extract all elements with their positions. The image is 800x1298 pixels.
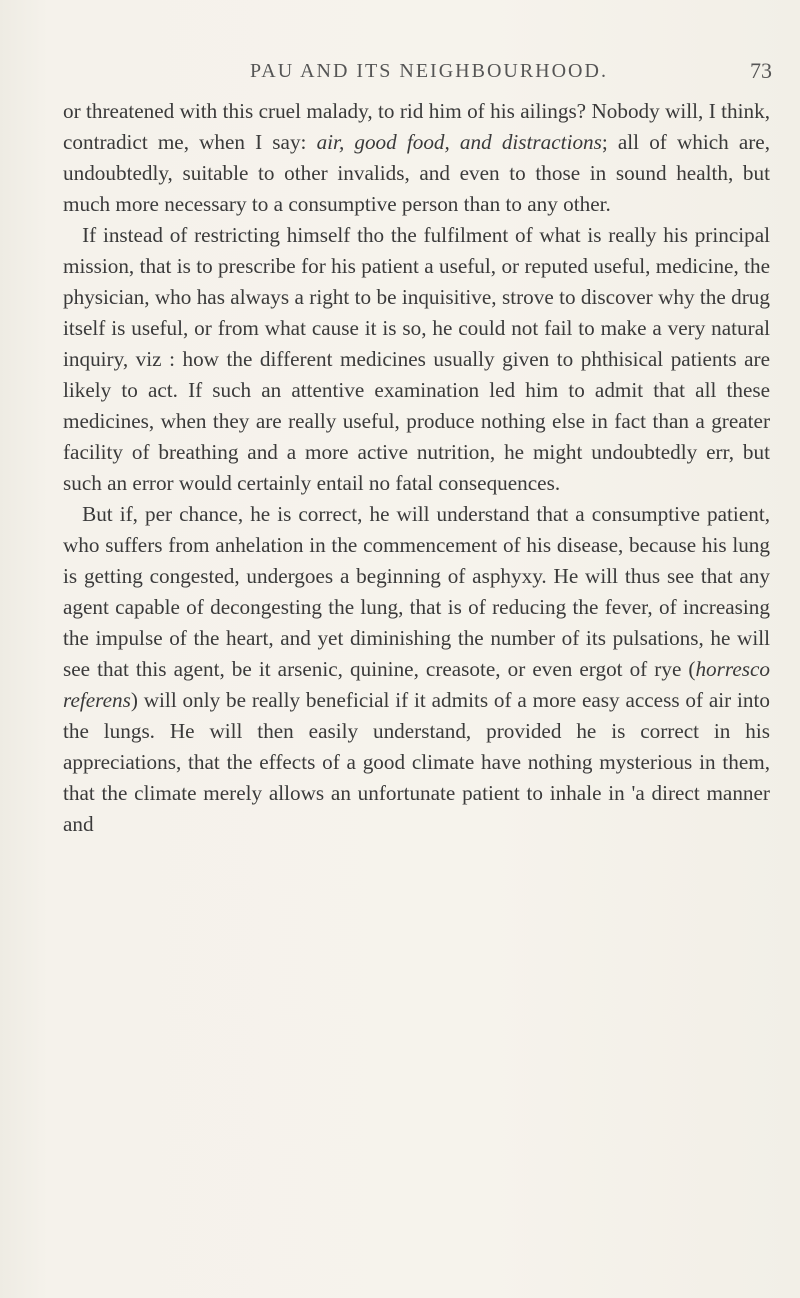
- paragraph-1-text: or threatened with this cruel malady, to rid him of his ailings? Nobody will, I think, contradict me, when I say:: [63, 99, 770, 154]
- paragraph-2-text: If instead of restricting himself tho the fulfilment of what is really his principal mission, that is to prescribe for his patient a useful, or reputed useful, medicine, the physician, who has always a right to be inquisitive, strove to discover why the drug itself is useful, or from what cause it is so, he could not fail to make a very natural inquiry, viz : how the different medicines usually given to phthisical patients are likely to act. If such an attentive examination led him to admit that all these medicines, when they are really useful, produce nothing else in fact than a greater facility of breathing and a more active nutrition, he might undoubtedly err, but such an error would certainly entail no fatal consequences.: [63, 223, 770, 495]
- paragraph-3-italic: horresco referens: [63, 657, 770, 712]
- paragraph-2: [63, 220, 770, 499]
- paragraph-3-text: But if, per chance, he is correct, he will understand that a consumptive patient, who suffers from anhelation in the commencement of his disease, because his lung is getting congested, undergoes a beginning of asphyxy. He will thus see that any agent capable of decongesting the lung, that is of reducing the fever, of increasing the impulse of the heart, and yet diminishing the number of its pulsations, he will see that this agent, be it arsenic, quinine, creasote, or even ergot of rye (: [63, 502, 770, 681]
- running-title: PAU AND ITS NEIGHBOURHOOD.: [250, 60, 608, 82]
- page-number: 73: [750, 58, 772, 83]
- paragraph-3-text-end: ) will only be really beneficial if it admits of a more easy access of air into the lungs. He will then easily understand, provided he is correct in his appreciations, that the effects of a good climate have nothing mysterious in them, that the climate merely allows an unfortunate patient to inhale in 'a direct manner and: [63, 688, 770, 836]
- running-head: [0, 60, 800, 90]
- paragraph-1: [63, 96, 770, 220]
- body-text: [63, 96, 770, 840]
- paragraph-1-italic: air, good food, and distractions: [316, 130, 602, 154]
- paragraph-1-text-end: ; all of which are, undoubtedly, suitable to other invalids, and even to those in sound health, but much more necessary to a consumptive person than to any other.: [63, 130, 771, 216]
- paragraph-3: [63, 499, 770, 840]
